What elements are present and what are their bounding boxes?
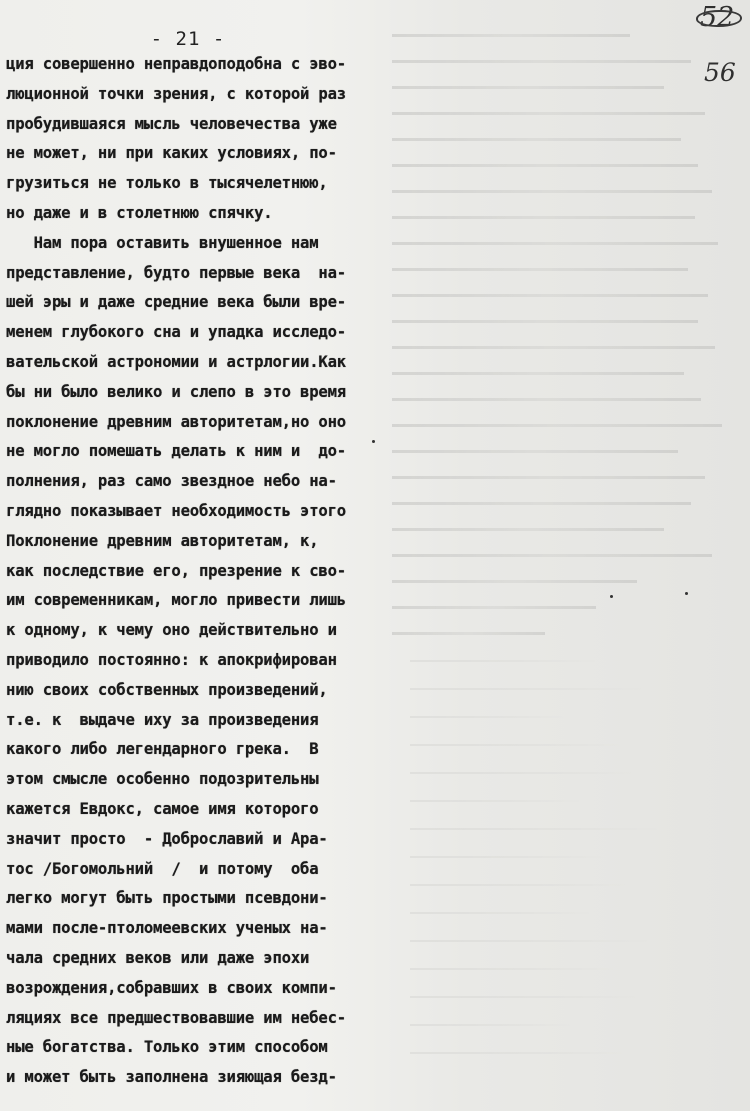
text-line: ция совершенно неправдоподобна с эво- [6, 55, 346, 73]
text-line: вательской астрономии и астрлогии.Как [6, 352, 346, 371]
show-through-text [392, 34, 732, 654]
text-line: Поклонение древним авторитетам, к, [6, 531, 319, 550]
text-line: представление, будто первые века на- [6, 263, 346, 282]
text-line: к одному, к чему оно действительно и [6, 621, 337, 640]
text-line: не может, ни при каких условиях, по- [6, 144, 337, 163]
show-through-text-faint [410, 660, 730, 1100]
body-text [6, 50, 378, 1093]
text-line: Нам пора оставить внушенное нам [6, 233, 319, 252]
text-line: и может быть заполнена зияющая безд- [6, 1068, 337, 1087]
text-line: но даже и в столетнюю спячку. [6, 203, 273, 222]
text-line: какого либо легендарного грека. В [6, 740, 319, 759]
text-line: ляциях все предшествовавшие им небес- [6, 1008, 346, 1027]
text-line: им современникам, могло привести лишь [6, 591, 346, 610]
handwritten-page-number: 56 [704, 58, 736, 87]
text-line: нию своих собственных произведений, [6, 680, 328, 699]
text-line: значит просто - Доброславий и Ара- [6, 829, 328, 848]
handwritten-folio-number: 52 [700, 2, 735, 33]
text-line: люционной точки зрения, с которой раз [6, 84, 346, 103]
text-line: т.е. к выдаче иху за произведения [6, 710, 319, 729]
text-line: бы ни было велико и слепо в это время [6, 382, 346, 401]
text-line: грузиться не только в тысячелетнюю, [6, 174, 328, 193]
text-line: глядно показывает необходимость этого [6, 501, 346, 520]
page-number: - 21 - [150, 28, 226, 50]
text-line: приводило постоянно: к апокрифирован [6, 650, 337, 669]
text-line: пробудившаяся мысль человечества уже [6, 114, 337, 133]
text-line: возрождения,собравших в своих компи- [6, 978, 337, 997]
text-line: ные богатства. Только этим способом [6, 1038, 328, 1057]
text-line: легко могут быть простыми псевдони- [6, 889, 328, 908]
text-line: как последствие его, презрение к сво- [6, 561, 346, 580]
text-line: полнения, раз само звездное небо на- [6, 472, 337, 491]
text-line: шей эры и даже средние века были вре- [6, 293, 346, 312]
text-line: поклонение древним авторитетам,но оно [6, 412, 346, 431]
ink-speck [610, 595, 613, 598]
text-line: тос /Богомольний / и потому оба [6, 859, 319, 878]
text-line: этом смысле особенно подозрительны [6, 770, 319, 789]
text-line: мами после-птоломеевских ученых на- [6, 919, 328, 938]
text-line: чала средних веков или даже эпохи [6, 948, 310, 967]
ink-speck [685, 592, 688, 595]
text-line: кажется Евдокс, самое имя которого [6, 799, 319, 818]
text-line: менем глубокого сна и упадка исследо- [6, 323, 346, 342]
text-line: не могло помешать делать к ним и до- [6, 442, 346, 461]
